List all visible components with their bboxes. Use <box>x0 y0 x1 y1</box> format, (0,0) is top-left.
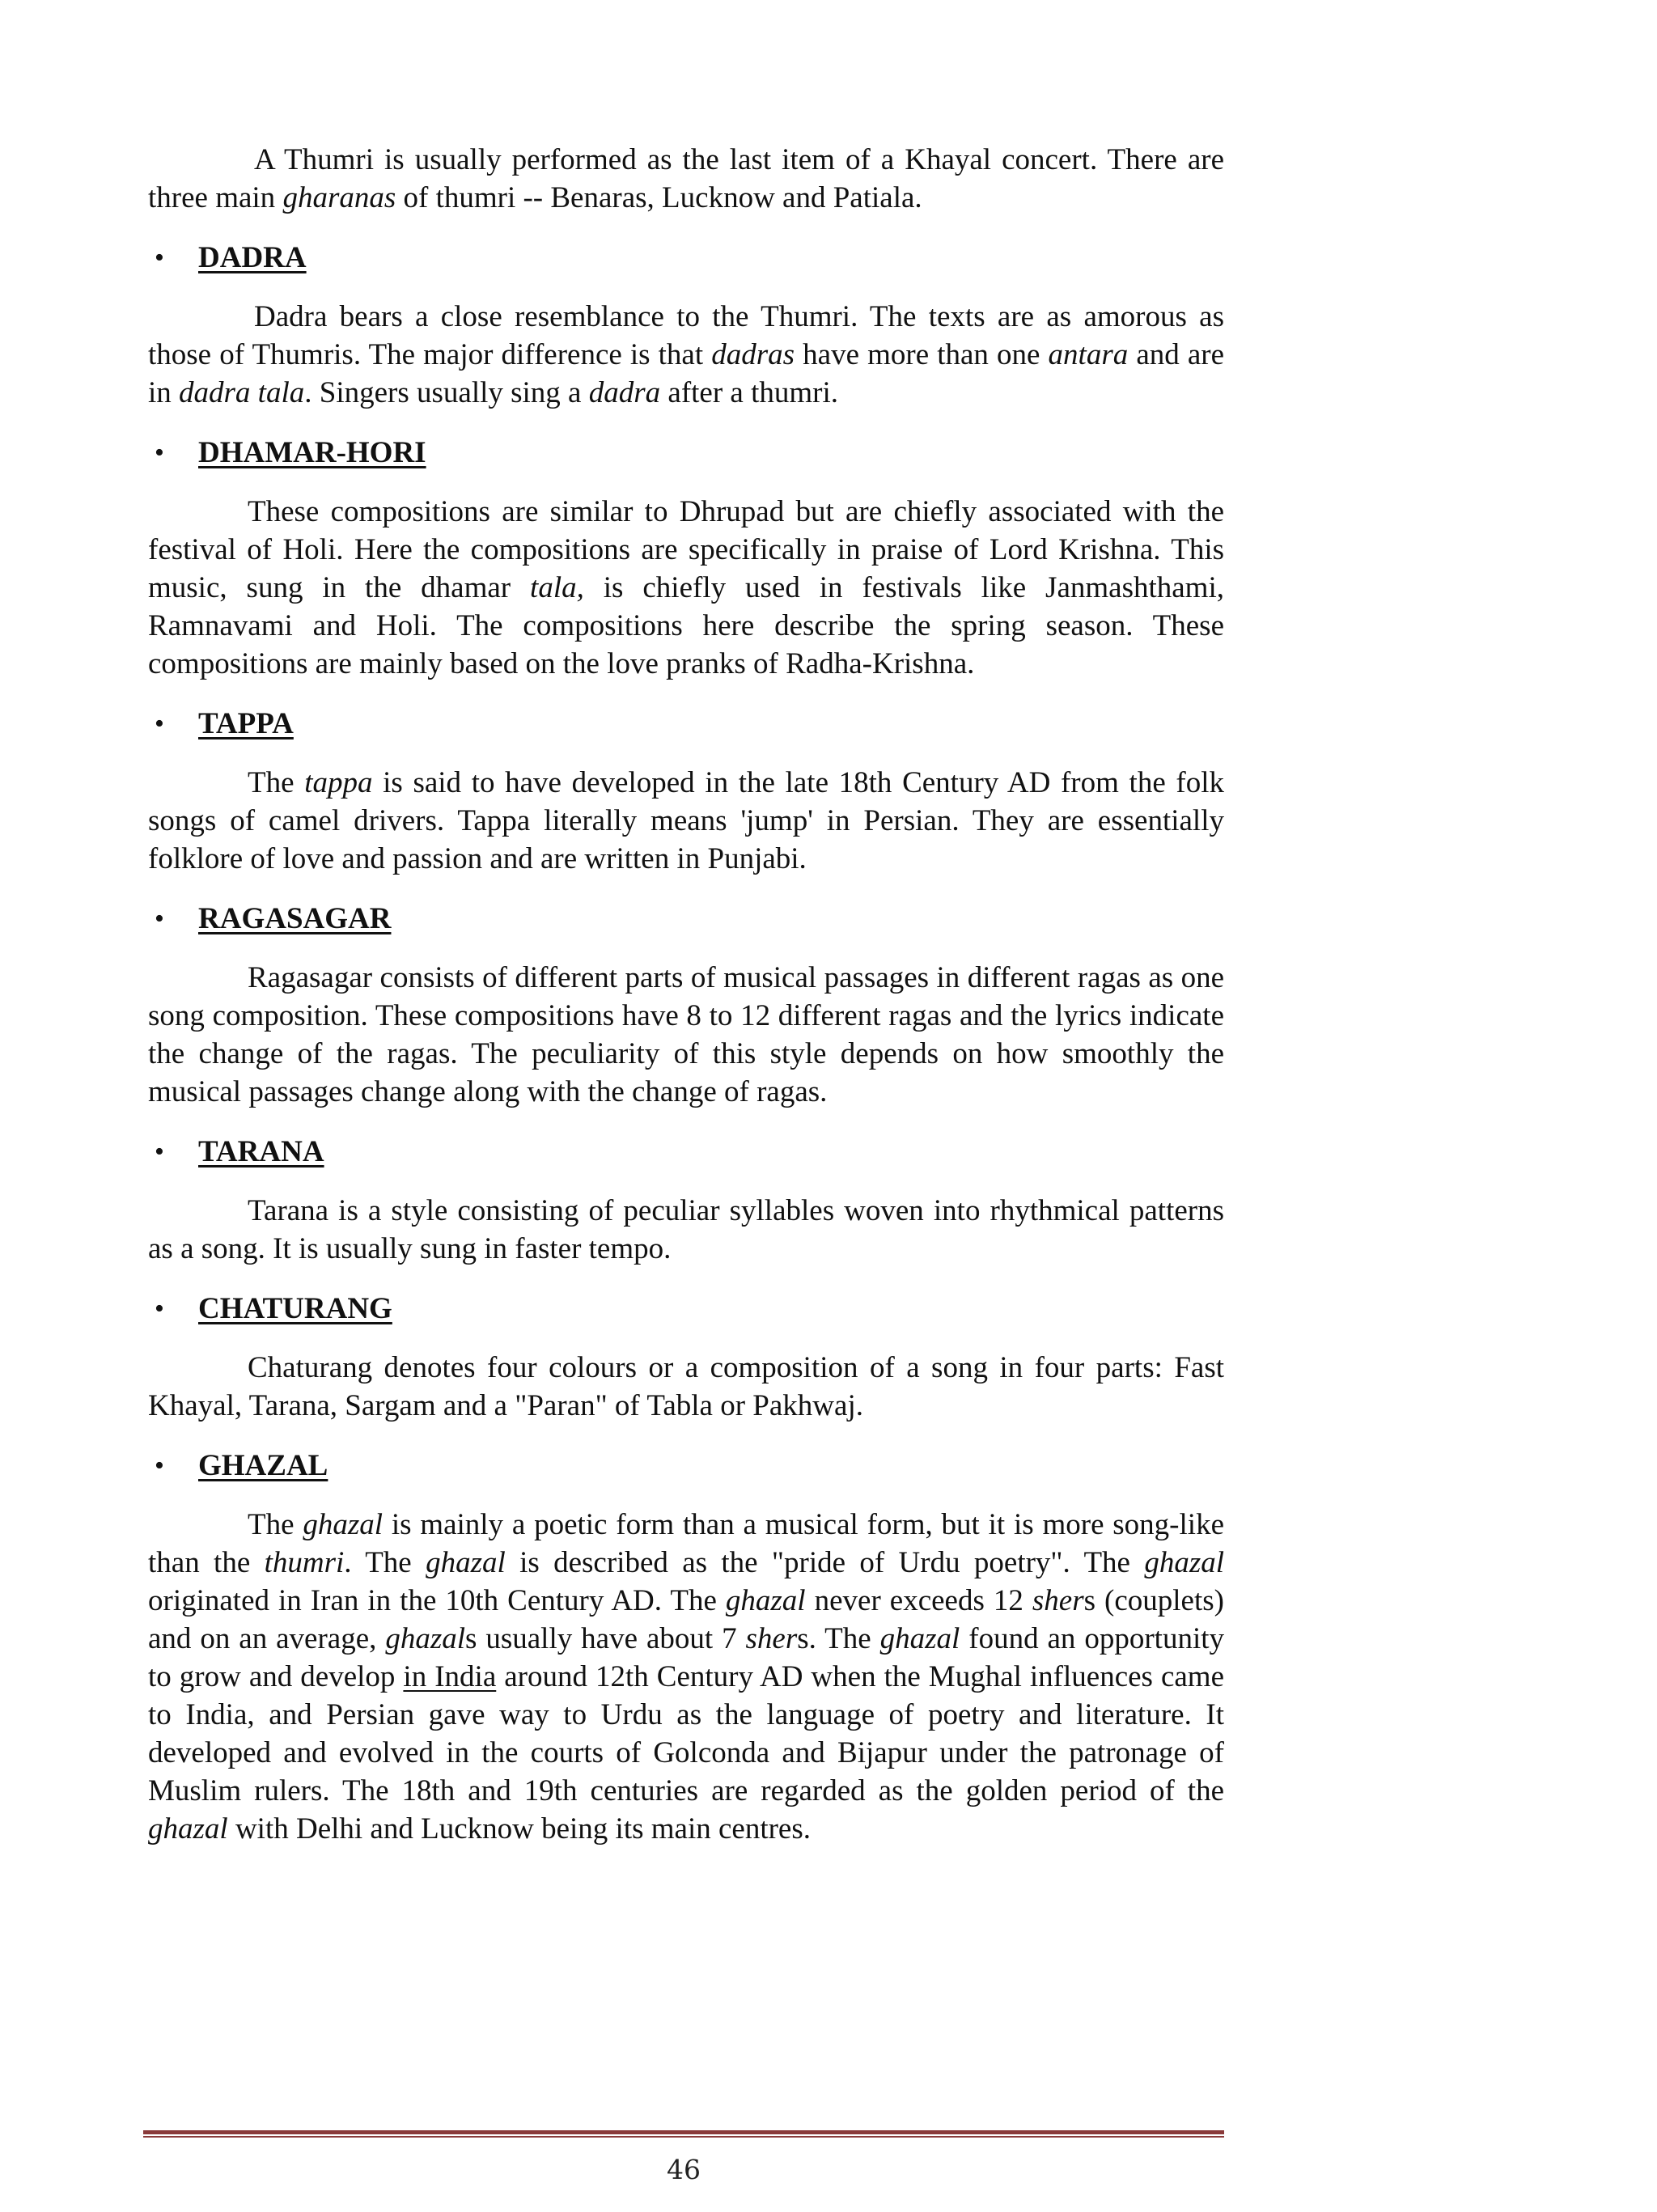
page-content <box>148 141 1224 1848</box>
section-heading-tarana <box>148 1134 1224 1171</box>
bullet-icon: • <box>155 1137 164 1167</box>
text-run: with Delhi and Lucknow being its main centres. <box>227 1812 811 1845</box>
page-number: 46 <box>667 2154 701 2185</box>
heading-text: DHAMAR-HORI <box>198 436 426 469</box>
chaturang-paragraph <box>148 1349 1224 1425</box>
text-run: Dadra bears a close resemblance to the Thumri. The texts are as amorous as those of Thumris. The major difference is that <box>148 300 1224 371</box>
italic-term: ghazal <box>148 1812 228 1845</box>
section-heading-tappa <box>148 706 1224 743</box>
bullet-icon: • <box>155 438 164 468</box>
italic-term: tala, <box>530 571 584 604</box>
intro-paragraph <box>148 141 1224 217</box>
bullet-icon: • <box>155 904 164 934</box>
text-run: The <box>248 1508 303 1541</box>
bullet-icon: • <box>155 1294 164 1324</box>
text-run: never exceeds 12 <box>805 1584 1032 1617</box>
ragasagar-paragraph <box>148 959 1224 1111</box>
text-run: after a thumri. <box>660 376 838 409</box>
footer-rule-thick <box>143 2130 1224 2134</box>
text-run: have more than one <box>795 338 1049 371</box>
bullet-icon: • <box>155 709 164 739</box>
heading-text: DADRA <box>198 241 307 274</box>
text-run: is said to have developed in the late 18th Century AD from the folk songs of camel drivers. Tappa literally means 'jump' in Persian. They are essentially folklore of love and passion and are written in Punjabi. <box>148 766 1224 875</box>
heading-text: TARANA <box>198 1135 324 1168</box>
italic-term: sher <box>745 1622 798 1655</box>
text-run: s (couplets) and on an average, <box>148 1584 1224 1655</box>
section-heading-ghazal <box>148 1447 1224 1485</box>
heading-text: GHAZAL <box>198 1449 328 1482</box>
dhamar-hori-paragraph <box>148 493 1224 683</box>
footer-rule <box>143 2130 1224 2140</box>
section-heading-ragasagar <box>148 900 1224 938</box>
text-run: . The <box>344 1546 426 1579</box>
italic-term: thumri <box>264 1546 345 1579</box>
text-run: is mainly a poetic form than a musical form, but it is more song-like than the <box>148 1508 1224 1579</box>
heading-text: RAGASAGAR <box>198 902 392 935</box>
italic-term: ghazal <box>879 1622 960 1655</box>
italic-term: sher <box>1032 1584 1084 1617</box>
underlined-link-text: in India <box>403 1660 497 1693</box>
text-run: of thumri -- Benaras, Lucknow and Patiala. <box>396 181 922 214</box>
bullet-icon: • <box>155 243 164 273</box>
text-run: and are in <box>148 338 1225 409</box>
italic-term: tappa <box>304 766 373 799</box>
heading-text: CHATURANG <box>198 1292 392 1325</box>
dadra-paragraph <box>148 298 1224 412</box>
ghazal-paragraph <box>148 1506 1224 1848</box>
italic-term: gharanas <box>282 181 396 214</box>
tappa-paragraph <box>148 764 1224 878</box>
text-run: . Singers usually sing a <box>304 376 589 409</box>
italic-term: dadras <box>711 338 795 371</box>
text-run: Chaturang denotes four colours or a composition of a song in four parts: Fast Khayal, Tarana, Sargam and a "Paran" of Tabla or Pakhwaj. <box>148 1351 1224 1422</box>
text-run: originated in Iran in the 10th Century AD. The <box>148 1584 726 1617</box>
italic-term: ghazal <box>426 1546 506 1579</box>
text-run: s usually have about 7 <box>465 1622 746 1655</box>
section-heading-dhamar-hori <box>148 434 1224 472</box>
italic-term: dadra <box>588 376 661 409</box>
text-run: is described as the "pride of Urdu poetry". The <box>505 1546 1145 1579</box>
text-run: A Thumri is usually performed as the last item of a Khayal concert. There are three main <box>148 143 1224 214</box>
text-run: is chiefly used in festivals like Janmashthami, Ramnavami and Holi. The compositions here describe the spring season. These compositions are mainly based on the love pranks of Radha-Krishna. <box>148 571 1224 680</box>
bullet-icon: • <box>155 1451 164 1481</box>
footer-rule-thin <box>143 2136 1224 2138</box>
italic-term: dadra tala <box>179 376 305 409</box>
italic-term: antara <box>1048 338 1129 371</box>
italic-term: ghazal <box>725 1584 806 1617</box>
text-run: s. The <box>797 1622 880 1655</box>
italic-term: ghazal <box>1144 1546 1224 1579</box>
text-run: These compositions are similar to Dhrupad but are chiefly associated with the festival of Holi. Here the compositions are specifically in praise of Lord Krishna. This music, sung in the dhamar <box>148 495 1224 604</box>
italic-term: ghazal <box>303 1508 384 1541</box>
section-heading-chaturang <box>148 1290 1224 1328</box>
section-heading-dadra <box>148 239 1224 277</box>
text-run: Ragasagar consists of different parts of musical passages in different ragas as one song composition. These compositions have 8 to 12 different ragas and the lyrics indicate the change of the ragas. The peculiarity of this style depends on how smoothly the musical passages change along with the change of ragas. <box>148 961 1224 1108</box>
text-run: The <box>248 766 305 799</box>
italic-term: ghazal <box>385 1622 466 1655</box>
tarana-paragraph <box>148 1192 1224 1268</box>
text-run: around 12th Century AD when the Mughal influences came to India, and Persian gave way to Urdu as the language of poetry and literature. It developed and evolved in the courts of Golconda and Bijapur under the patronage of Muslim rulers. The 18th and 19th centuries are regarded as the golden period of the <box>148 1660 1225 1807</box>
text-run: Tarana is a style consisting of peculiar syllables woven into rhythmical patterns as a song. It is usually sung in faster tempo. <box>148 1194 1224 1265</box>
heading-text: TAPPA <box>198 707 294 740</box>
text-run: found an opportunity to grow and develop <box>148 1622 1225 1693</box>
